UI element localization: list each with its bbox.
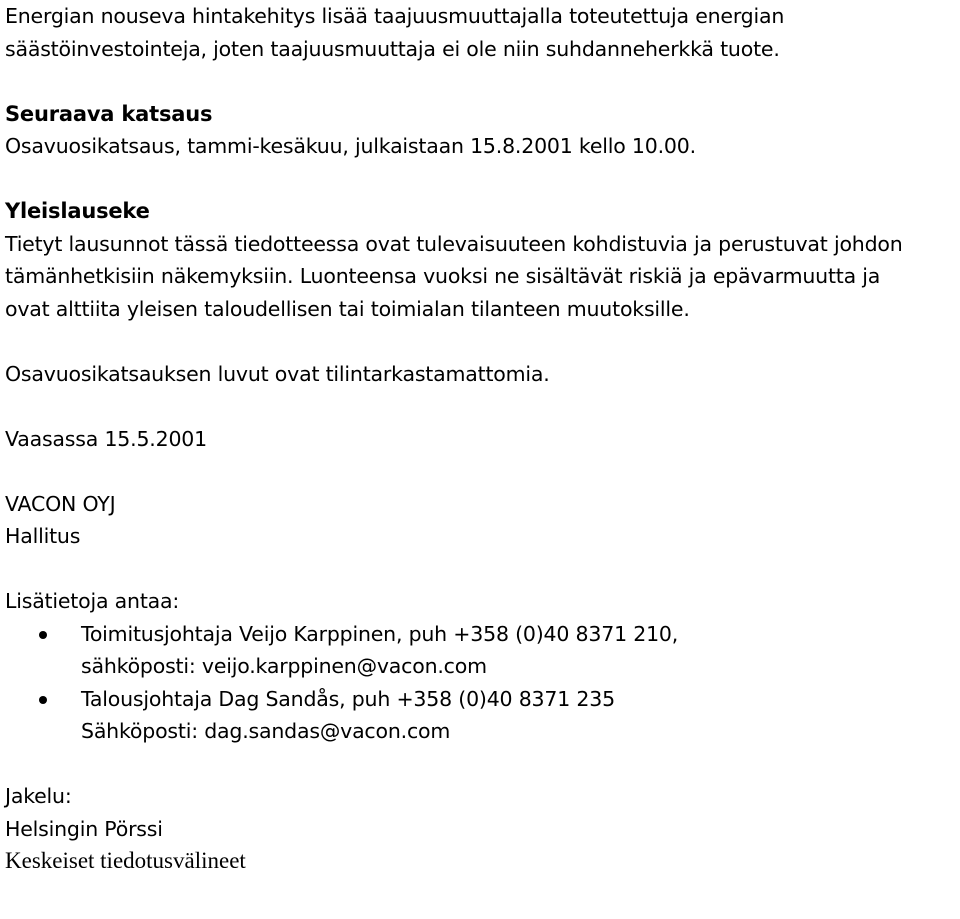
bullet-icon [39, 631, 47, 639]
disclaimer-heading: Yleislauseke [5, 199, 150, 223]
next-report-section [5, 98, 960, 163]
signature-section [5, 488, 960, 553]
distribution-item: Keskeiset tiedotusvälineet [5, 848, 246, 873]
distribution-item: Helsingin Pörssi [5, 816, 163, 841]
next-report-heading: Seuraava katsaus [5, 101, 213, 126]
spacer [5, 748, 960, 781]
intro-section [5, 0, 960, 65]
contacts-list [5, 618, 960, 748]
spacer [5, 163, 960, 196]
contact-item [5, 683, 960, 748]
intro-line: säästöinvestointeja, joten taajuusmuuttaja ei ole niin suhdanneherkkä tuote. [5, 36, 780, 61]
spacer [5, 65, 960, 98]
contact-item [5, 618, 960, 683]
disclaimer-line: Tietyt lausunnot tässä tiedotteessa ovat tulevaisuuteen kohdistuvia ja perustuvat johdon [5, 231, 903, 256]
spacer [5, 553, 960, 586]
signature-company: VACON OYJ [5, 491, 116, 516]
document-page [5, 0, 960, 878]
spacer [5, 325, 960, 358]
place-date: Vaasassa 15.5.2001 [5, 426, 207, 451]
contact-details: Toimitusjohtaja Veijo Karppinen, puh +358 (0)40 8371 210, [81, 621, 679, 646]
intro-line: Energian nouseva hintakehitys lisää taajuusmuuttajalla toteutettuja energian [5, 4, 785, 28]
spacer [5, 455, 960, 488]
disclaimer-section [5, 195, 960, 325]
contacts-section [5, 585, 960, 748]
distribution-section [5, 780, 960, 878]
contact-email: Sähköposti: dag.sandas@vacon.com [81, 719, 451, 743]
distribution-heading: Jakelu: [5, 784, 72, 808]
disclaimer-line: tämänhetkisiin näkemyksiin. Luonteensa vuoksi ne sisältävät riskiä ja epävarmuutta ja [5, 264, 881, 288]
contact-email: sähköposti: veijo.karppinen@vacon.com [81, 654, 487, 678]
signature-body: Hallitus [5, 524, 81, 548]
bullet-icon [39, 696, 47, 704]
disclaimer-line: ovat alttiita yleisen taloudellisen tai toimialan tilanteen muutoksille. [5, 296, 690, 321]
contact-details: Talousjohtaja Dag Sandås, puh +358 (0)40 8371 235 [81, 686, 615, 711]
audit-note: Osavuosikatsauksen luvut ovat tilintarkastamattomia. [5, 361, 550, 386]
contacts-heading: Lisätietoja antaa: [5, 589, 180, 613]
next-report-text: Osavuosikatsaus, tammi-kesäkuu, julkaistaan 15.8.2001 kello 10.00. [5, 134, 696, 158]
spacer [5, 390, 960, 423]
